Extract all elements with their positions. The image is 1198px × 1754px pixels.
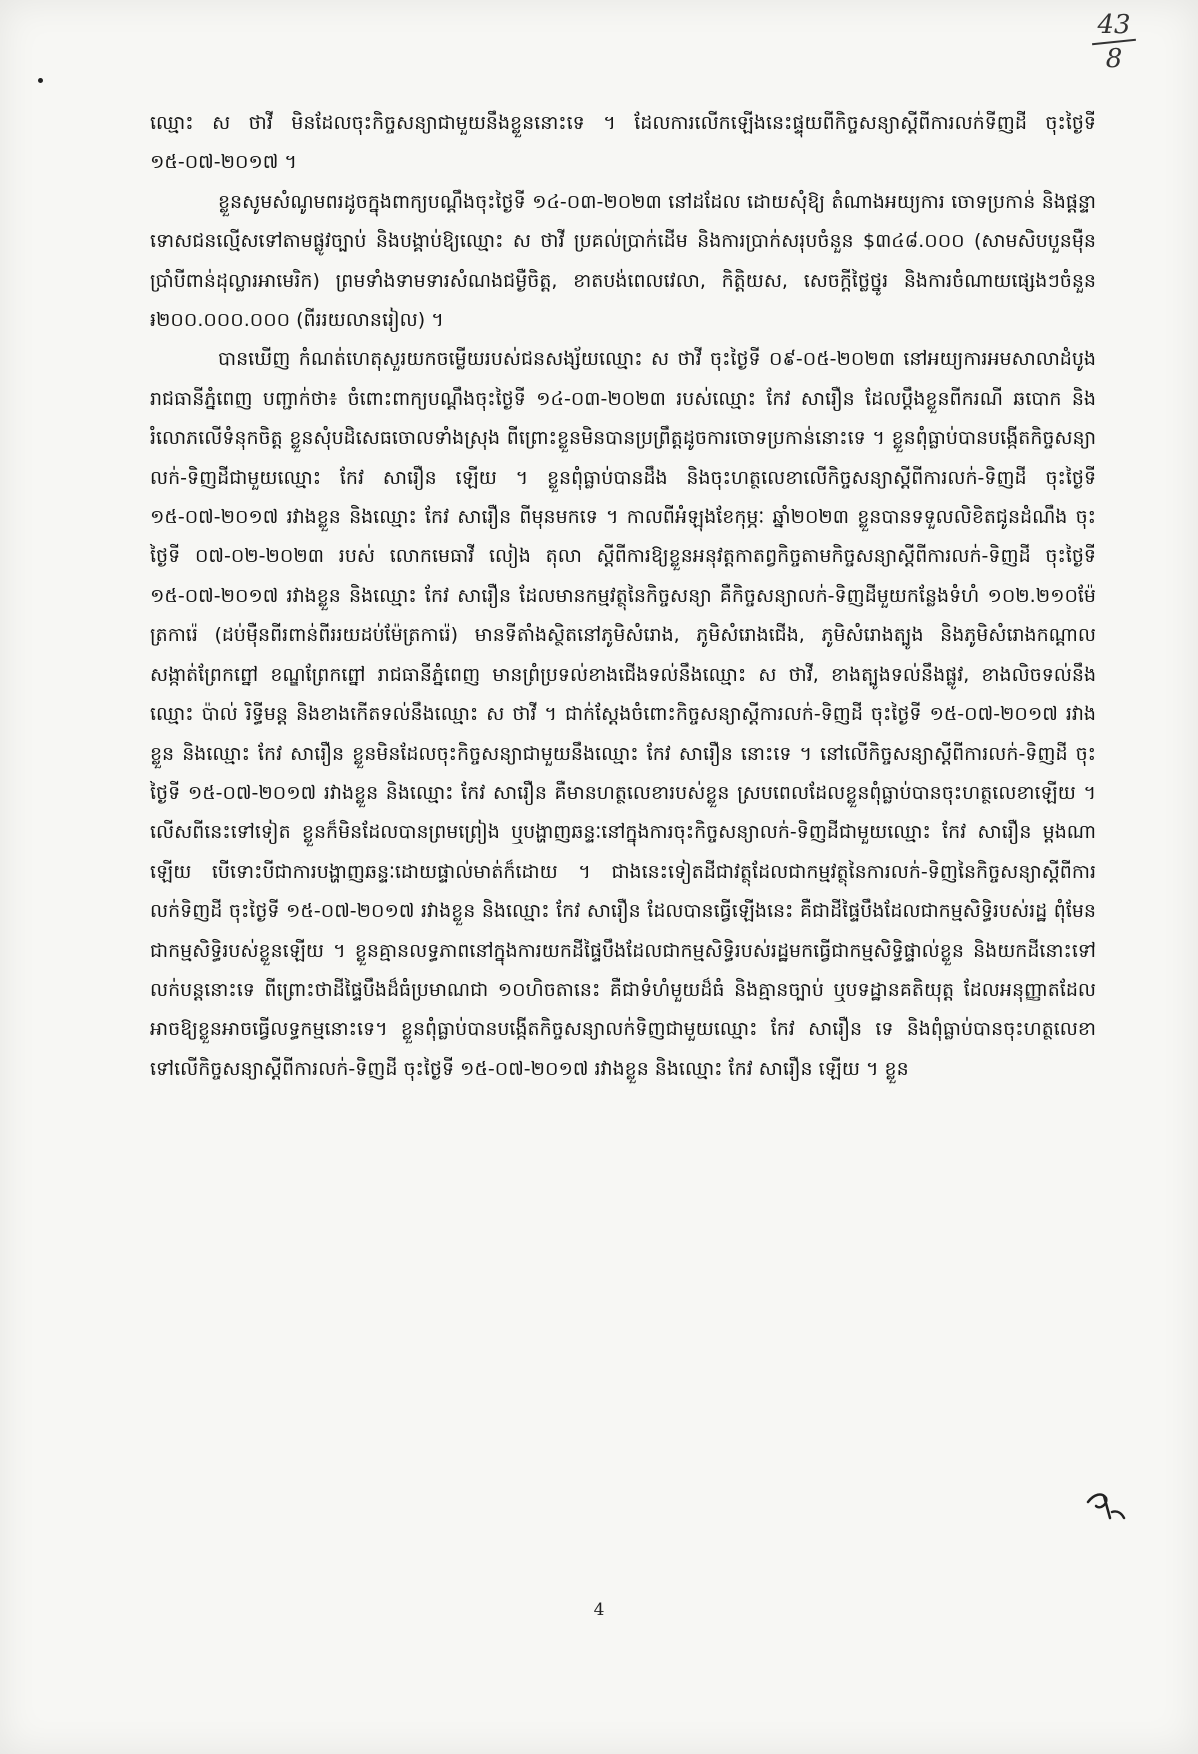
page-number: 4 xyxy=(593,1600,605,1620)
document-body xyxy=(150,104,1096,1089)
scan-speck xyxy=(38,78,43,83)
page-reference-bottom: 8 xyxy=(1105,44,1123,74)
paragraph-suspect-statement: បានឃើញ កំណត់ហេតុសួរយកចម្លើយរបស់ជនសង្ស័យឈ្មោះ ស ថាវី ចុះថ្ងៃទី ០៩-០៥-២០២៣ នៅអយ្យការអមសាលាដំបូងរាជធានីភ្នំពេញ បញ្ជាក់ថា៖ ចំពោះពាក្យបណ្តឹងចុះថ្ងៃទី ១៤-០៣-២០២៣ របស់ឈ្មោះ កែវ សារឿន ដែលប្តឹងខ្លួនពីករណី ឆបោក និងរំលោភលើទំនុកចិត្ត ខ្លួនសុំបដិសេធចោលទាំងស្រុង ពីព្រោះខ្លួនមិនបានប្រព្រឹត្តដូចការចោទប្រកាន់នោះទេ ។ ខ្លួនពុំធ្លាប់បានបង្កើតកិច្ចសន្យាលក់-ទិញដីជាមួយឈ្មោះ កែវ សារឿន ឡើយ ។ ខ្លួនពុំធ្លាប់បានដឹង និងចុះហត្ថលេខាលើកិច្ចសន្យាស្តីពីការលក់-ទិញដី ចុះថ្ងៃទី ១៥-០៧-២០១៧ រវាងខ្លួន និងឈ្មោះ កែវ សារឿន ពីមុនមកទេ ។ កាលពីអំឡុងខែកុម្ភៈ ឆ្នាំ២០២៣ ខ្លួនបានទទួលលិខិតជូនដំណឹង ចុះថ្ងៃទី ០៧-០២-២០២៣ របស់ លោកមេធាវី លៀង តុលា ស្តីពីការឱ្យខ្លួនអនុវត្តកាតព្វកិច្ចតាមកិច្ចសន្យាស្តីពីការលក់-ទិញដី ចុះថ្ងៃទី ១៥-០៧-២០១៧ រវាងខ្លួន និងឈ្មោះ កែវ សារឿន ដែលមានកម្មវត្ថុនៃកិច្ចសន្យា គឺកិច្ចសន្យាលក់-ទិញដីមួយកន្លែងទំហំ ១០២.២១០ម៉ែត្រការ៉េ (ដប់ម៉ឺនពីរពាន់ពីររយដប់ម៉ែត្រការ៉េ) មានទីតាំងស្ថិតនៅភូមិសំរោង, ភូមិសំរោងជើង, ភូមិសំរោងត្បូង និងភូមិសំរោងកណ្តាល សង្កាត់ព្រែកព្នៅ ខណ្ឌព្រែកព្នៅ រាជធានីភ្នំពេញ មានព្រំប្រទល់ខាងជើងទល់នឹងឈ្មោះ ស ថាវី, ខាងត្បូងទល់នឹងផ្លូវ, ខាងលិចទល់នឹងឈ្មោះ ប៉ាល់ រិទ្ធីមន្ត និងខាងកើតទល់នឹងឈ្មោះ ស ថាវី ។ ជាក់ស្តែងចំពោះកិច្ចសន្យាស្តីការលក់-ទិញដី ចុះថ្ងៃទី ១៥-០៧-២០១៧ រវាងខ្លួន និងឈ្មោះ កែវ សារឿន ខ្លួនមិនដែលចុះកិច្ចសន្យាជាមួយនឹងឈ្មោះ កែវ សារឿន នោះទេ ។ នៅលើកិច្ចសន្យាស្តីពីការលក់-ទិញដី ចុះថ្ងៃទី ១៥-០៧-២០១៧ រវាងខ្លួន និងឈ្មោះ កែវ សារឿន គឺមានហត្ថលេខារបស់ខ្លួន ស្របពេលដែលខ្លួនពុំធ្លាប់បានចុះហត្ថលេខាឡើយ ។ លើសពីនេះទៅទៀត ខ្លួនក៏មិនដែលបានព្រមព្រៀង ឬបង្ហាញឆន្ទៈនៅក្នុងការចុះកិច្ចសន្យាលក់-ទិញដីជាមួយឈ្មោះ កែវ សារឿន ម្តងណាឡើយ បើទោះបីជាការបង្ហាញឆន្ទៈដោយផ្ទាល់មាត់ក៏ដោយ ។ ជាងនេះទៀតដីជាវត្ថុដែលជាកម្មវត្ថុនៃការលក់-ទិញនៃកិច្ចសន្យាស្តីពីការលក់ទិញដី ចុះថ្ងៃទី ១៥-០៧-២០១៧ រវាងខ្លួន និងឈ្មោះ កែវ សារឿន ដែលបានធ្វើឡើងនេះ គឺជាដីផ្ទៃបឹងដែលជាកម្មសិទ្ធិរបស់រដ្ឋ ពុំមែនជាកម្មសិទ្ធិរបស់ខ្លួនឡើយ ។ ខ្លួនគ្មានលទ្ធភាពនៅក្នុងការយកដីផ្ទៃបឹងដែលជាកម្មសិទ្ធិរបស់រដ្ឋមកធ្វើជាកម្មសិទ្ធិផ្ទាល់ខ្លួន និងយកដីនោះទៅលក់បន្តនោះទេ ពីព្រោះថាដីផ្ទៃបឹងដ៏ធំប្រមាណជា ១០ហិចតានេះ គឺជាទំហំមួយដ៏ធំ និងគ្មានច្បាប់ ឬបទដ្ឋានគតិយុត្ត ដែលអនុញ្ញាតដែលអាចឱ្យខ្លួនអាចធ្វើលទ្ធកម្មនោះទេ។ ខ្លួនពុំធ្លាប់បានបង្កើតកិច្ចសន្យាលក់ទិញជាមួយឈ្មោះ កែវ សារឿន ទេ និងពុំធ្លាប់បានចុះហត្ថលេខាទៅលើកិច្ចសន្យាស្តីពីការលក់-ទិញដី ចុះថ្ងៃទី ១៥-០៧-២០១៧ រវាងខ្លួន និងឈ្មោះ កែវ សារឿន ឡើយ ។ ខ្លួន xyxy=(150,348,1096,1080)
handwritten-initial-mark xyxy=(1080,1484,1130,1524)
handwritten-page-reference xyxy=(1092,12,1136,72)
paragraph-claim-request: ខ្លួនសូមសំណូមពរដូចក្នុងពាក្យបណ្តឹងចុះថ្ងៃទី ១៤-០៣-២០២៣ នៅដដែល ដោយសុំឱ្យ តំណាងអយ្យការ ចោទប្រកាន់ និងផ្តន្ទាទោសជនល្មើសទៅតាមផ្លូវច្បាប់ និងបង្គាប់ឱ្យឈ្មោះ ស ថាវី ប្រគល់ប្រាក់ដើម និងការប្រាក់សរុបចំនួន $៣៤៨.០០០ (សាមសិបបួនម៉ឺនប្រាំបីពាន់ដុល្លារអាមេរិក) ព្រមទាំងទាមទារសំណងជម្ងឺចិត្ត, ខាតបង់ពេលវេលា, កិត្តិយស, សេចក្តីថ្លៃថ្នូរ និងការចំណាយផ្សេងៗចំនួន ៛២០០.០០០.០០០ (ពីររយលានរៀល) ។ xyxy=(150,190,1096,332)
page-reference-top: 43 xyxy=(1097,10,1131,40)
paragraph-continuation: ឈ្មោះ ស ថាវី មិនដែលចុះកិច្ចសន្យាជាមួយនឹងខ្លួននោះទេ ។ ដែលការលើកឡើងនេះផ្ទុយពីកិច្ចសន្យាស្តីពីការលក់ទីញដី ចុះថ្ងៃទី ១៥-០៧-២០១៧ ។ xyxy=(150,112,1096,174)
